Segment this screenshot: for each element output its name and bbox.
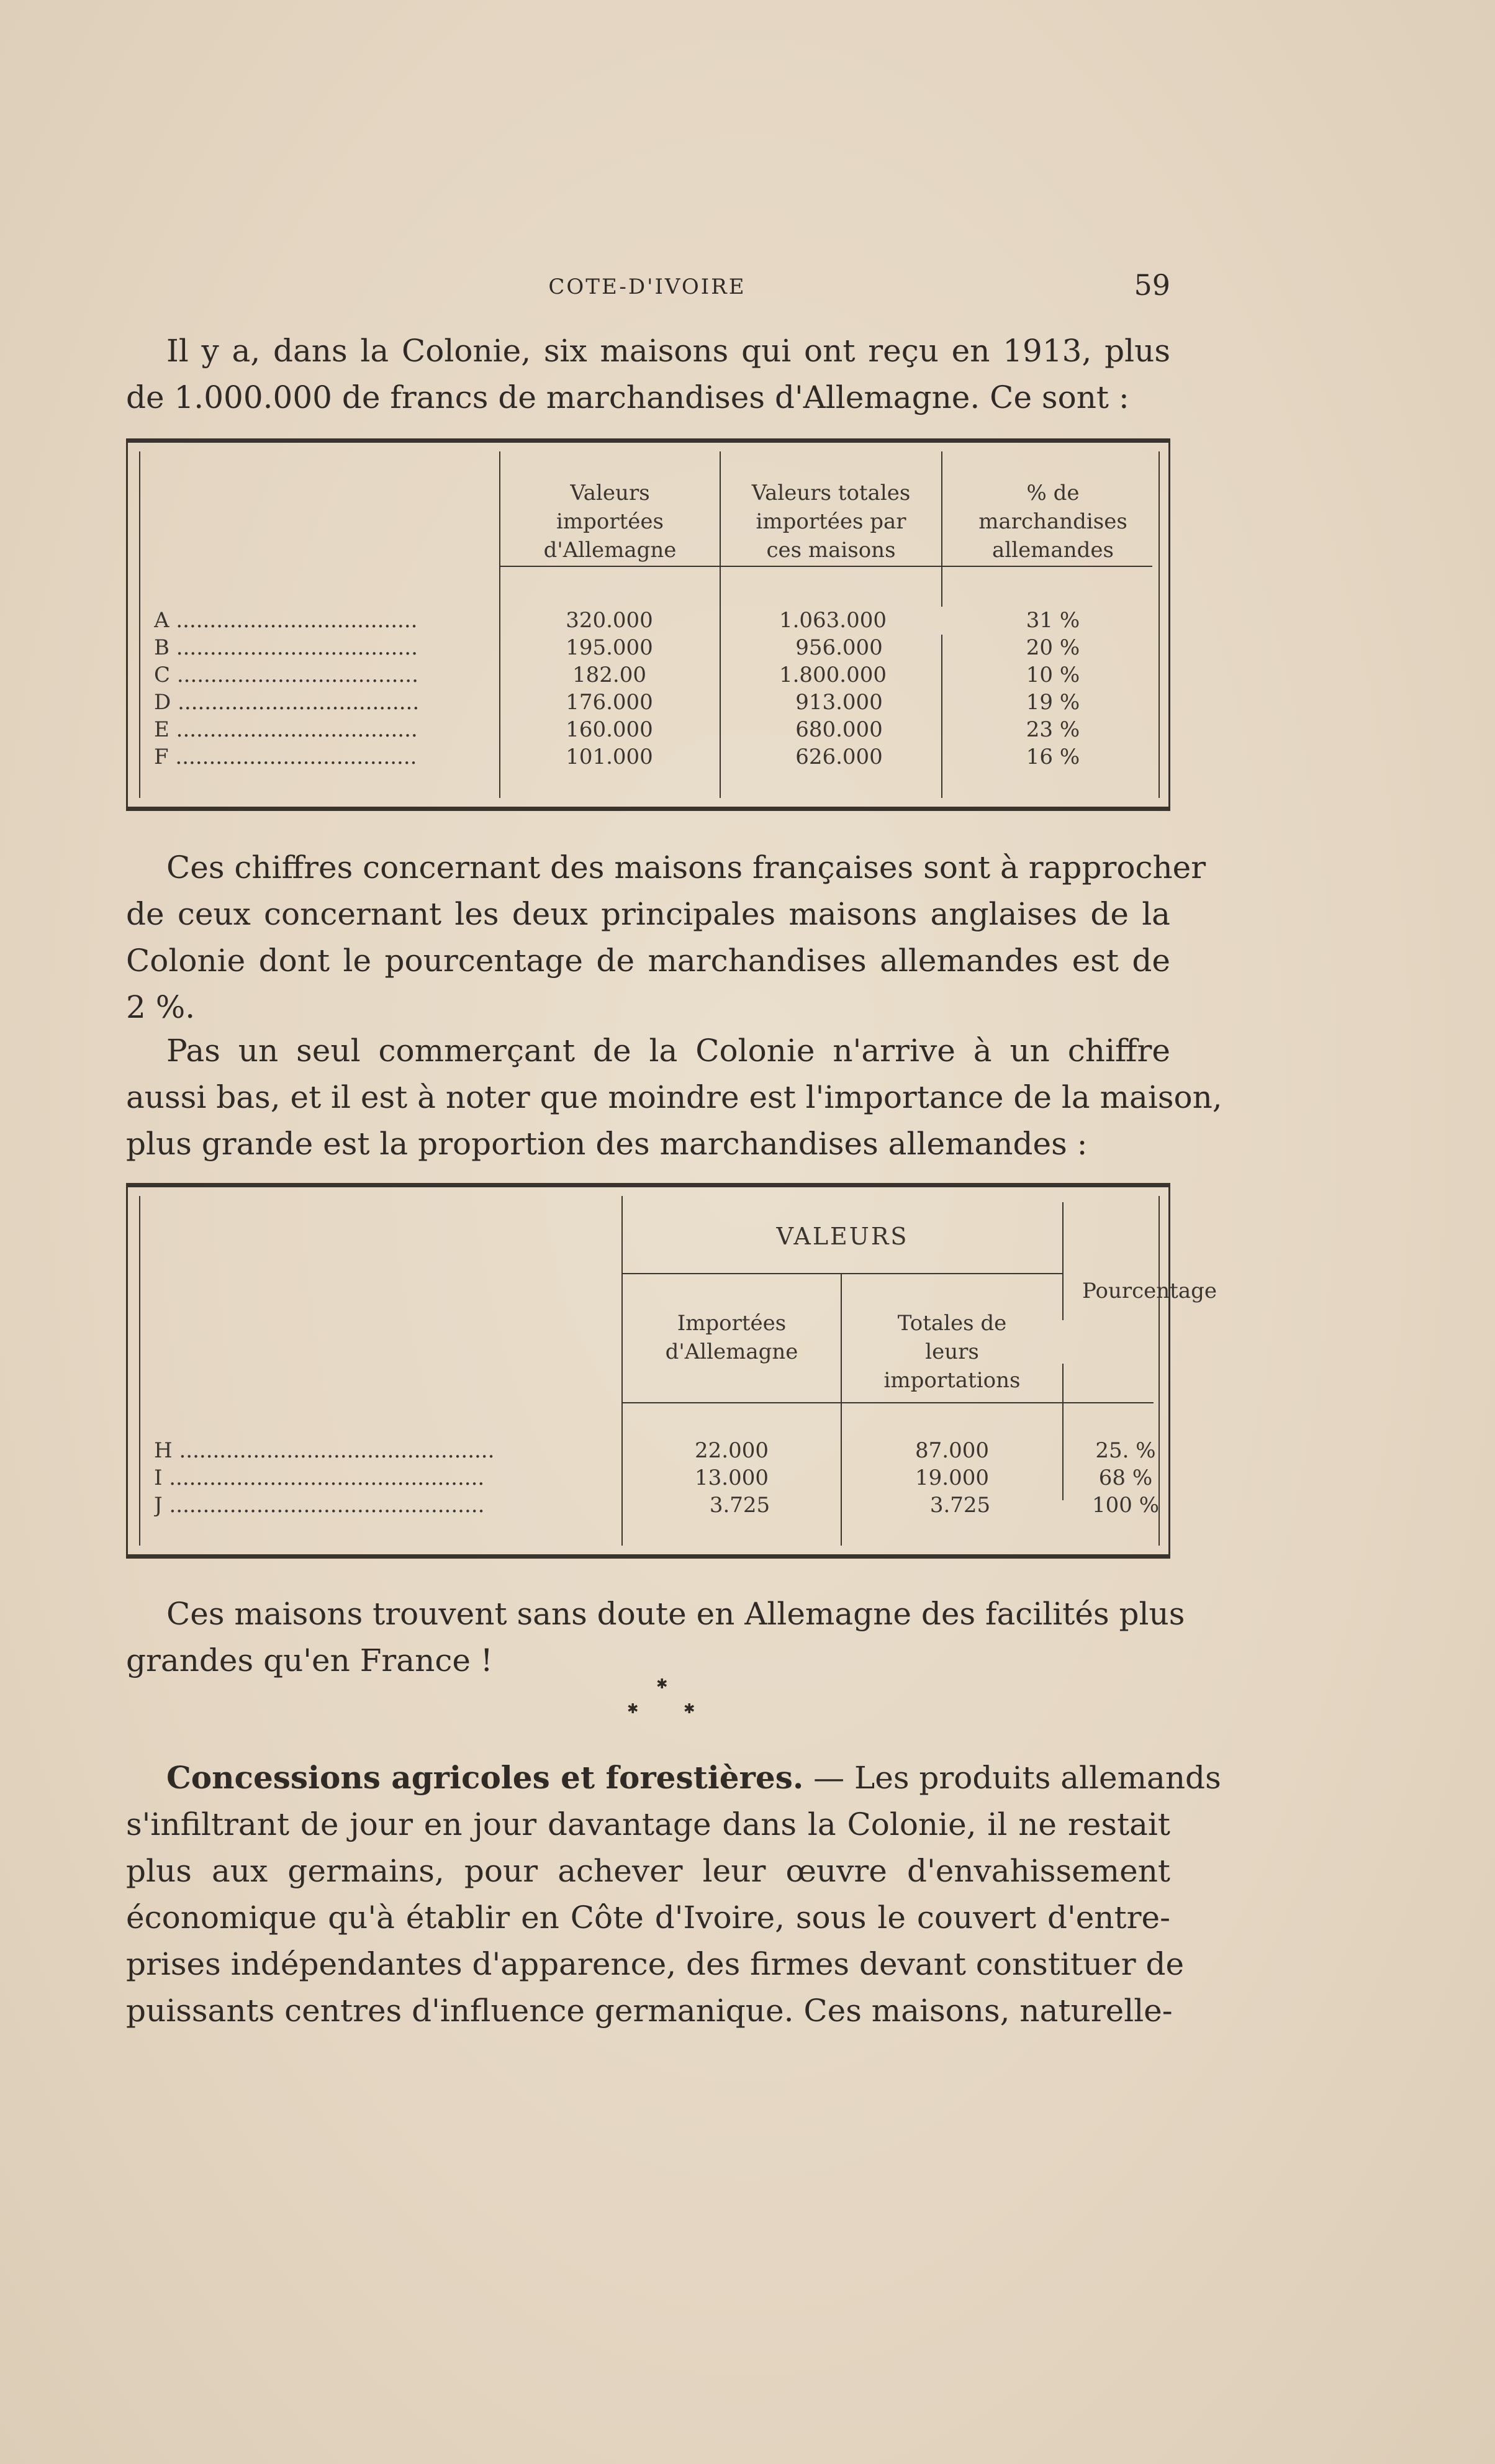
row-label-h: H ............................................... [154,1438,495,1463]
text-line: Pas un seul commerçant de la Colonie n'arrive à un chiffre [166,1033,1170,1069]
asterisk-icon: ✱ [656,1677,668,1692]
asterisk-icon: ✱ [684,1701,695,1717]
table-inner-frame [139,1196,1217,1546]
text-line: économique qu'à établir en Côte d'Ivoire, sous le couvert d'entre- [126,1900,1170,1936]
text-line: grandes qu'en France ! [126,1642,493,1678]
paragraph-intro [126,328,1170,421]
paragraph-french-comparison [126,845,1206,1031]
table-cell: 31 % [1026,608,1080,633]
header-total: Totales de leurs importations [883,1311,1021,1393]
table-cell: 956.000 [795,635,883,660]
section-break [0,1677,1495,1726]
table-cell: 10 % [1026,663,1080,687]
table-cell: 320.000 [566,608,653,633]
table-cell: 101.000 [566,745,653,769]
text-line: 2 %. [126,989,196,1025]
table-small-houses [126,1183,1217,1559]
row-label-a: A .................................... [154,608,418,633]
table-cell: 20 % [1026,635,1080,660]
row-labels [154,607,489,771]
header-rule [621,1402,1154,1403]
text-line: s'infiltrant de jour en jour davantage dans la Colonie, il ne restait [126,1806,1170,1842]
paragraph-facilities [126,1591,1185,1684]
table-cell: 19 % [1026,690,1080,715]
text-line: Il y a, dans la Colonie, six maisons qui ont reçu en 1913, plus [166,333,1170,369]
table-cell: 100 % [1091,1493,1159,1518]
text-line: plus aux germains, pour achever leur œuvre d'envahissement [126,1853,1170,1889]
page-number: 59 [1134,268,1170,302]
table-cell: 1.800.000 [779,663,887,687]
row-label-f: F .................................... [154,745,417,769]
text-line: Concessions agricoles et forestières. — Les produits allemands [166,1759,1221,1796]
row-label-j: J ............................................... [154,1493,485,1518]
text-line: Ces maisons trouvent sans doute en Allemagne des facilités plus [166,1596,1185,1632]
text-line: de ceux concernant les deux principales maisons anglaises de la [126,896,1170,932]
asterisk-icon: ✱ [627,1701,639,1717]
row-label-b: B .................................... [154,635,418,660]
table-cell: 3.725 [929,1493,991,1518]
column-percent [942,607,1163,771]
section-heading: Concessions agricoles et forestières. [166,1759,804,1796]
table-cell: 1.063.000 [779,608,887,633]
table-cell: 160.000 [566,717,653,742]
column-imported [621,1437,842,1519]
row-label-e: E .................................... [154,717,418,742]
header-percent: Pourcentage [1082,1279,1217,1303]
running-title: COTE-D'IVOIRE [548,274,746,299]
group-header-rule [621,1273,1062,1274]
table-cell: 182.00 [572,663,646,687]
text-line: Ces chiffres concernant des maisons françaises sont à rapprocher [166,849,1206,886]
row-label-d: D .................................... [154,690,420,715]
table-cell: 913.000 [795,690,883,715]
table-cell: 68 % [1098,1465,1153,1490]
table-cell: 87.000 [915,1438,989,1463]
table-cell: 680.000 [795,717,883,742]
table-cell: 16 % [1026,745,1080,769]
header-total: Valeurs totales importées par ces maisons [751,481,911,563]
text-line: plus grande est la proportion des marchandises allemandes : [126,1126,1088,1162]
paragraph-concessions [126,1754,1221,2034]
running-head [124,268,1170,306]
table-cell: 3.725 [709,1493,770,1518]
header-imported: Valeurs importées d'Allemagne [543,481,677,563]
table-cell: 25. % [1095,1438,1156,1463]
table-cell: 13.000 [695,1465,769,1490]
header-values-group: VALEURS [776,1223,909,1250]
table-german-imports [126,438,1170,811]
table-cell: 23 % [1026,717,1080,742]
column-imported [499,607,720,771]
text-line: Colonie dont le pourcentage de marchandises allemandes est de [126,943,1170,979]
text-line: de 1.000.000 de francs de marchandises d'Allemagne. Ce sont : [126,379,1129,415]
column-percent [1064,1437,1188,1519]
row-labels [154,1437,610,1519]
row-label-c: C .................................... [154,663,418,687]
header-rule [499,566,1152,567]
header-percent: % de marchandises allemandes [978,481,1127,563]
table-inner-frame [139,451,1160,798]
table-cell: 176.000 [566,690,653,715]
text-line: prises indépendantes d'apparence, des firmes devant constituer de [126,1946,1185,1982]
header-imported: Importées d'Allemagne [665,1311,798,1364]
table-cell: 19.000 [915,1465,989,1490]
table-cell: 626.000 [795,745,883,769]
row-label-i: I ............................................... [154,1465,485,1490]
column-total [842,1437,1062,1519]
column-total [721,607,941,771]
text-line: puissants centres d'influence germanique. Ces maisons, naturelle- [126,1993,1173,2029]
table-cell: 22.000 [695,1438,769,1463]
paragraph-proportion [126,1028,1222,1167]
table-cell: 195.000 [566,635,653,660]
text-line: aussi bas, et il est à noter que moindre est l'importance de la maison, [126,1079,1222,1115]
